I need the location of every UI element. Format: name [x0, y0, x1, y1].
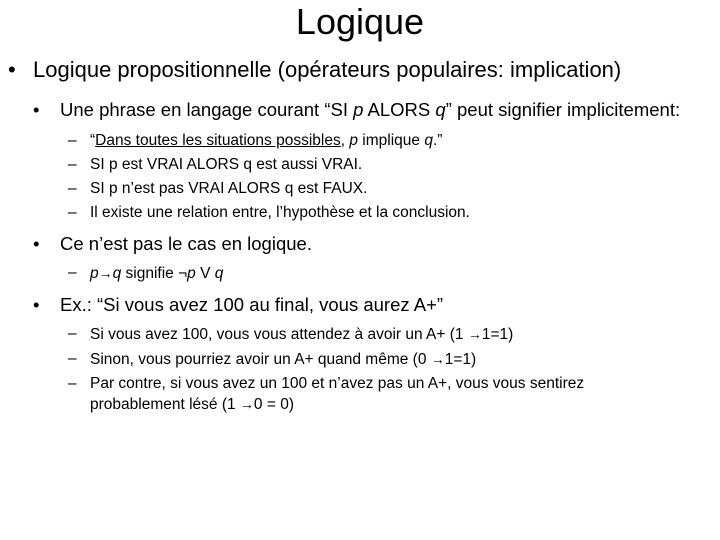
var-q: q: [112, 265, 122, 282]
bullet-dot: •: [8, 57, 16, 82]
item-text: Sinon, vous pourriez avoir un A+ quand même (0: [90, 351, 431, 368]
bullet-dot: •: [33, 99, 40, 120]
arrow-icon: →: [430, 351, 445, 367]
item-text-end: 1=1): [444, 351, 477, 368]
text-implique: implique: [357, 132, 425, 149]
bullet-text: Ce n’est pas le cas en logique.: [60, 233, 312, 254]
subitem-example-3: [68, 374, 680, 415]
dash-bullet: –: [68, 264, 77, 281]
subitem-example-1: [68, 324, 680, 345]
dash-bullet: –: [68, 180, 77, 197]
bullet-not-in-logic: [33, 233, 700, 255]
subitem-implication-definition: [68, 263, 680, 284]
bullet-dot: •: [33, 233, 40, 254]
subitem-example-2: [68, 349, 680, 370]
var-q: q: [424, 132, 433, 149]
quote-close: .”: [432, 132, 443, 149]
text-after: ” peut signifier implicitement:: [445, 99, 681, 120]
text-signifie: signifie ¬: [121, 265, 188, 282]
var-q: q: [435, 99, 446, 120]
var-p: p: [90, 265, 99, 282]
arrow-icon: →: [467, 326, 482, 342]
or-symbol: V: [195, 265, 215, 282]
dash-bullet: –: [68, 132, 77, 149]
bullet-propositional-logic: [8, 56, 700, 83]
dash-bullet: –: [68, 156, 77, 173]
underlined-text: Dans toutes les situations possibles: [95, 132, 341, 149]
item-text: SI p est VRAI ALORS q est aussi VRAI.: [90, 156, 363, 173]
var-p-negated: p: [187, 265, 196, 282]
subitem-not-true-false: [68, 179, 680, 199]
dash-bullet: –: [68, 375, 77, 392]
item-text: SI p n’est pas VRAI ALORS q est FAUX.: [90, 180, 368, 197]
item-text: Il existe une relation entre, l’hypothèse et la conclusion.: [90, 204, 470, 221]
text-before: Une phrase en langage courant “SI: [60, 99, 354, 120]
arrow-icon: →: [239, 396, 254, 412]
item-text: Par contre, si vous avez un 100 et n’avez pas un A+, vous vous sentirez probablement lésé (1: [90, 375, 585, 413]
var-p: p: [353, 99, 364, 120]
var-p: p: [349, 132, 358, 149]
item-text-end: 1=1): [481, 326, 514, 343]
comma: ,: [340, 132, 350, 149]
subitem-all-situations: [68, 131, 680, 151]
dash-bullet: –: [68, 325, 77, 342]
bullet-dot: •: [33, 294, 40, 315]
dash-bullet: –: [68, 204, 77, 221]
dash-bullet: –: [68, 350, 77, 367]
bullet-text: Ex.: “Si vous avez 100 au final, vous aurez A+”: [60, 294, 444, 315]
subitem-relation: [68, 203, 680, 223]
bullet-example: [33, 294, 700, 316]
var-q: q: [214, 265, 224, 282]
slide-content: [0, 56, 720, 415]
slide-title: Logique: [295, 1, 425, 42]
bullet-text: Logique propositionnelle (opérateurs populaires: implication): [33, 57, 622, 82]
text-mid: ALORS: [363, 99, 436, 120]
item-text: Si vous avez 100, vous vous attendez à avoir un A+ (1: [90, 326, 468, 343]
bullet-common-language: [33, 99, 700, 121]
quote-open: “: [90, 132, 96, 149]
subitem-true-true: [68, 155, 680, 175]
arrow-icon: →: [98, 265, 113, 281]
item-text-end: 0 = 0): [253, 396, 294, 413]
